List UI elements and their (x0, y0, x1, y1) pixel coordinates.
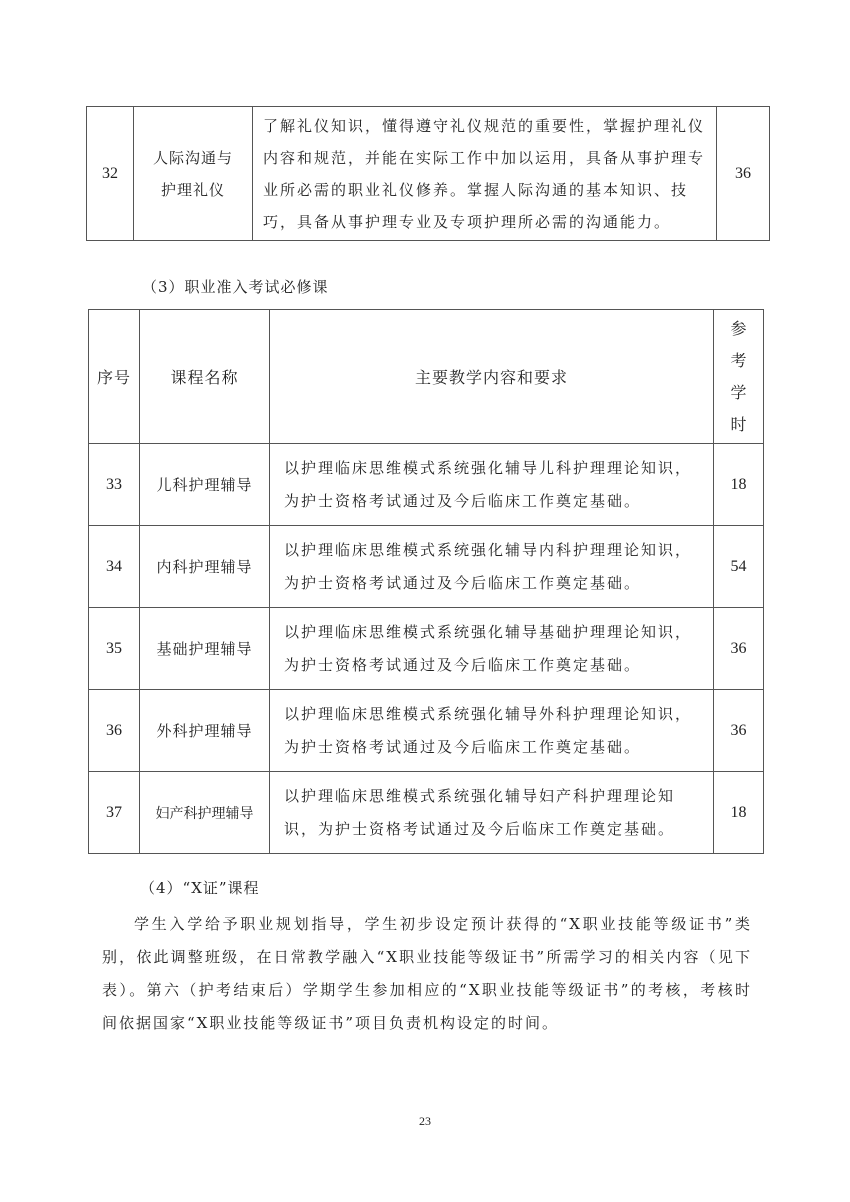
table-row (89, 608, 764, 690)
course-name: 基础护理辅导 (140, 608, 270, 690)
course-content: 以护理临床思维模式系统强化辅导基础护理理论知识，为护士资格考试通过及今后临床工作奠定基础。 (270, 608, 714, 690)
exam-required-course-table (88, 309, 764, 854)
course-number: 36 (89, 690, 140, 772)
header-number: 序号 (89, 310, 140, 444)
course-name: 妇产科护理辅导 (140, 772, 270, 854)
course-content: 了解礼仪知识，懂得遵守礼仪规范的重要性，掌握护理礼仪内容和规范，并能在实际工作中加以运用，具备从事护理专业所必需的职业礼仪修养。掌握人际沟通的基本知识、技巧，具备从事护理专业及专项护理所必需的沟通能力。 (253, 107, 717, 241)
course-number: 35 (89, 608, 140, 690)
table-row (89, 690, 764, 772)
course-content: 以护理临床思维模式系统强化辅导外科护理理论知识，为护士资格考试通过及今后临床工作奠定基础。 (270, 690, 714, 772)
course-name-line2: 护理礼仪 (160, 180, 225, 199)
section-heading-4: （4）“X证”课程 (140, 879, 260, 897)
header-course-name: 课程名称 (140, 310, 270, 444)
table-header-row (89, 310, 764, 444)
table-row (89, 772, 764, 854)
section-paragraph: 学生入学给予职业规划指导，学生初步设定预计获得的“X职业技能等级证书”类别，依此调整班级，在日常教学融入“X职业技能等级证书”所需学习的相关内容（见下表）。第六（护考结束后）学期学生参加相应的“X职业技能等级证书”的考核，考核时间依据国家“X职业技能等级证书”项目负责机构设定的时间。 (102, 915, 752, 1032)
course-hours: 54 (714, 526, 764, 608)
course-name: 内科护理辅导 (140, 526, 270, 608)
table-row (89, 526, 764, 608)
course-name: 儿科护理辅导 (140, 444, 270, 526)
table-row (89, 444, 764, 526)
course-number: 33 (89, 444, 140, 526)
header-content: 主要教学内容和要求 (270, 310, 714, 444)
course-name: 外科护理辅导 (140, 690, 270, 772)
table-row (87, 107, 770, 241)
course-hours: 36 (714, 608, 764, 690)
course-content: 以护理临床思维模式系统强化辅导妇产科护理理论知识，为护士资格考试通过及今后临床工作奠定基础。 (270, 772, 714, 854)
header-hours-char: 学 (730, 382, 747, 402)
course-table-continued (86, 106, 770, 241)
course-content: 以护理临床思维模式系统强化辅导儿科护理理论知识，为护士资格考试通过及今后临床工作奠定基础。 (270, 444, 714, 526)
header-hours-char: 时 (730, 414, 747, 434)
course-content: 以护理临床思维模式系统强化辅导内科护理理论知识，为护士资格考试通过及今后临床工作奠定基础。 (270, 526, 714, 608)
header-reference-hours (714, 310, 764, 444)
course-hours: 36 (717, 107, 770, 241)
course-number: 32 (87, 107, 134, 241)
course-number: 34 (89, 526, 140, 608)
page-number: 23 (419, 1114, 431, 1128)
header-hours-char: 参 (730, 318, 747, 338)
section-heading-3: （3）职业准入考试必修课 (142, 278, 329, 296)
course-hours: 18 (714, 444, 764, 526)
header-hours-char: 考 (730, 350, 747, 370)
course-hours: 18 (714, 772, 764, 854)
course-number: 37 (89, 772, 140, 854)
course-name-line1: 人际沟通与 (152, 148, 233, 167)
course-name (134, 107, 253, 241)
course-hours: 36 (714, 690, 764, 772)
